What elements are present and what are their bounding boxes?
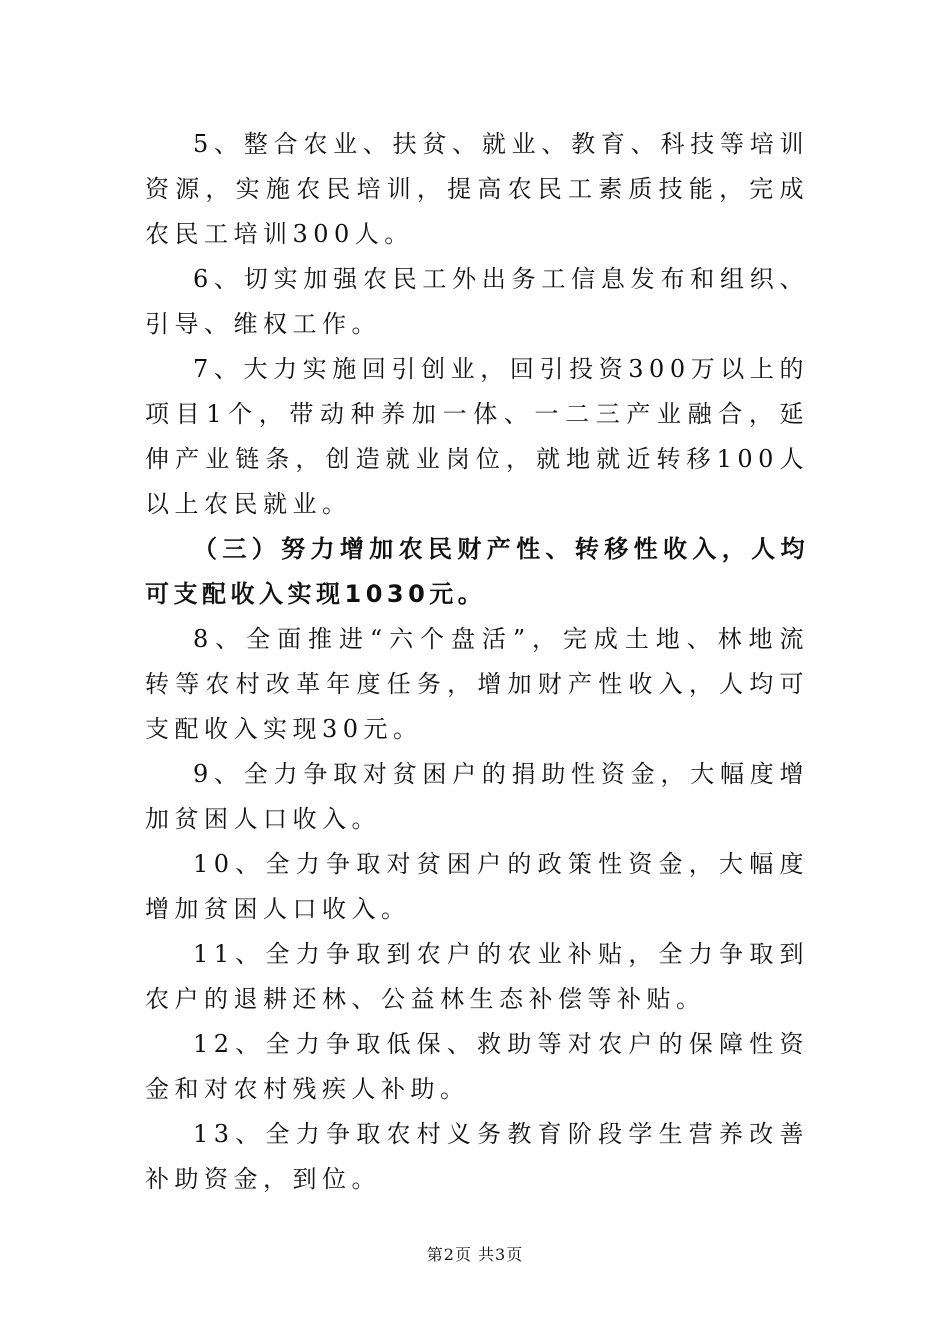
section-heading-3: （三）努力增加农民财产性、转移性收入，人均可支配收入实现1030元。 bbox=[145, 535, 809, 608]
paragraph-item-9: 9、全力争取对贫困户的捐助性资金，大幅度增加贫困人口收入。 bbox=[145, 760, 809, 833]
document-body bbox=[145, 122, 809, 1202]
paragraph-item-13: 13、全力争取农村义务教育阶段学生营养改善补助资金，到位。 bbox=[145, 1120, 809, 1193]
paragraph-item-10: 10、全力争取对贫困户的政策性资金，大幅度增加贫困人口收入。 bbox=[145, 850, 809, 923]
paragraph-item-12: 12、全力争取低保、救助等对农户的保障性资金和对农村残疾人补助。 bbox=[145, 1030, 809, 1103]
page-number-footer: 第2页 共3页 bbox=[426, 1245, 524, 1264]
paragraph-item-6: 6、切实加强农民工外出务工信息发布和组织、引导、维权工作。 bbox=[145, 265, 809, 338]
paragraph-item-11: 11、全力争取到农户的农业补贴，全力争取到农户的退耕还林、公益林生态补偿等补贴。 bbox=[145, 940, 809, 1013]
paragraph-item-7: 7、大力实施回引创业，回引投资300万以上的项目1个，带动种养加一体、一二三产业融合，延伸产业链条，创造就业岗位，就地就近转移100人以上农民就业。 bbox=[145, 355, 809, 518]
paragraph-item-8: 8、全面推进“六个盘活”，完成土地、林地流转等农村改革年度任务，增加财产性收入，人均可支配收入实现30元。 bbox=[145, 625, 809, 743]
paragraph-item-5: 5、整合农业、扶贫、就业、教育、科技等培训资源，实施农民培训，提高农民工素质技能，完成农民工培训300人。 bbox=[145, 130, 809, 248]
